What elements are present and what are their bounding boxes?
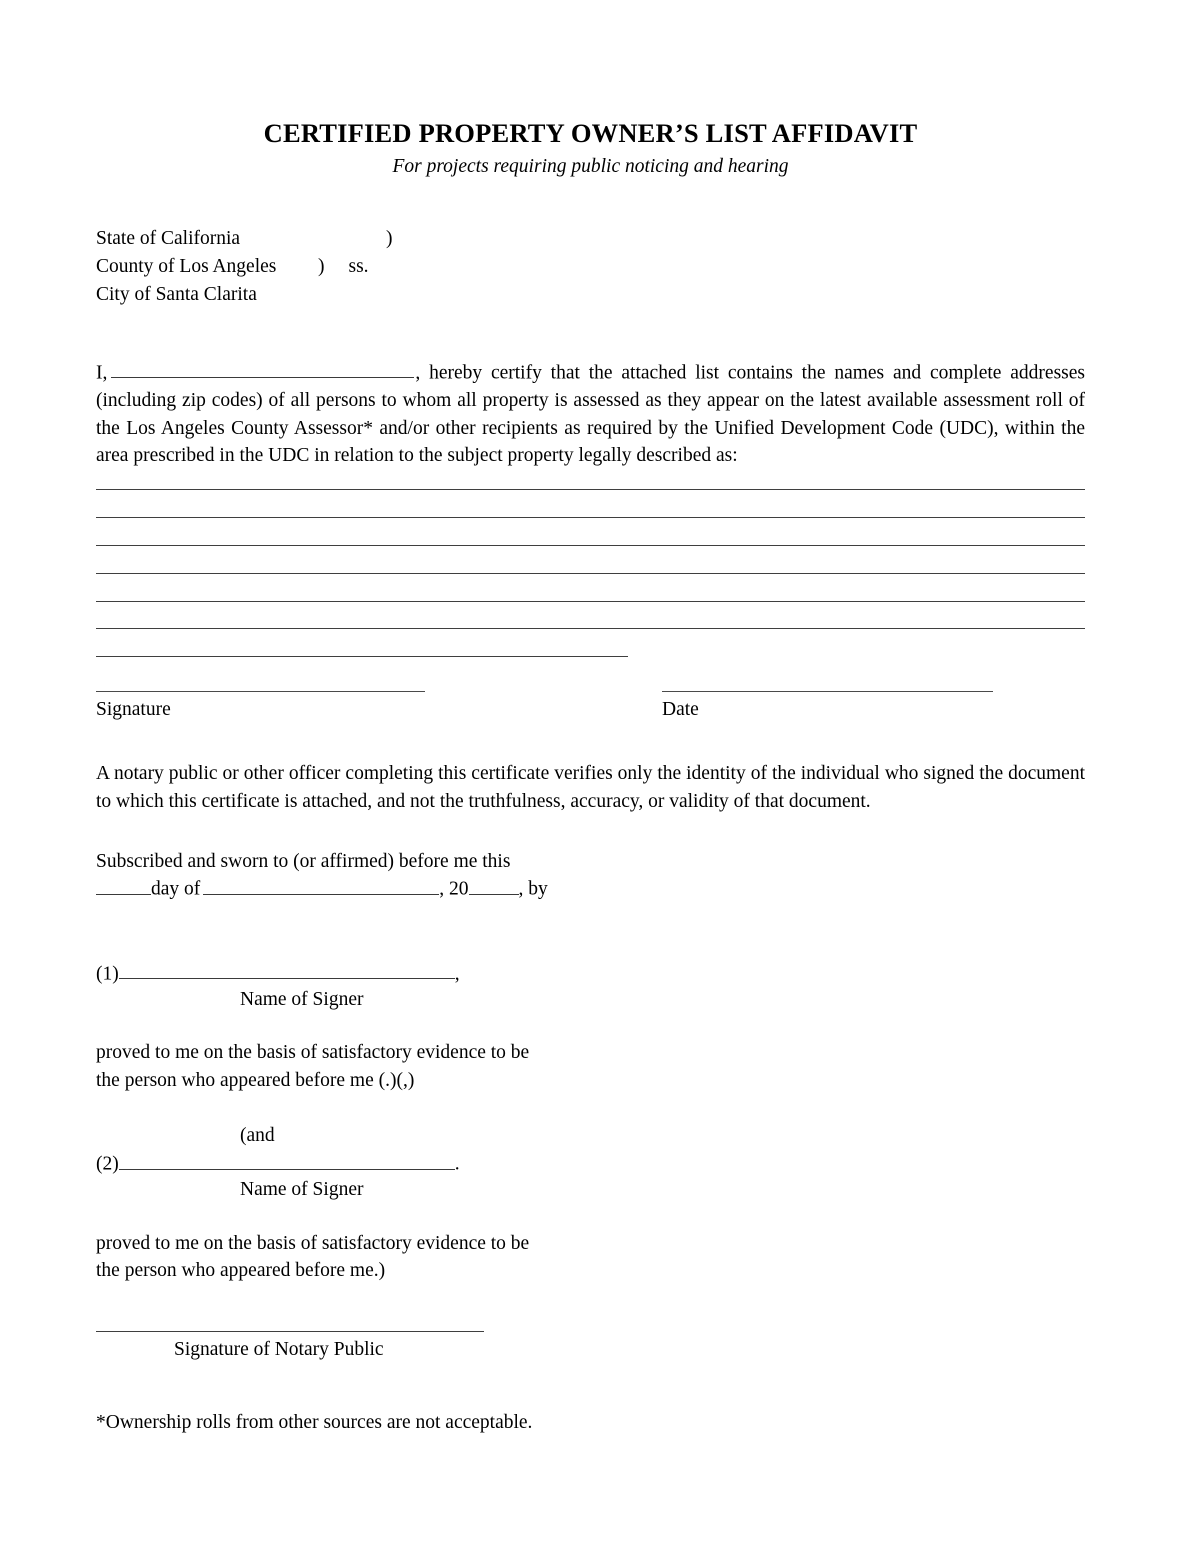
venue-state-row [96,225,1085,253]
signer-two-name-blank[interactable] [119,1150,455,1170]
venue-city-row [96,281,1085,309]
legal-description-line[interactable] [96,573,1085,574]
signer-two-block [96,1150,1085,1285]
page-subtitle: For projects requiring public noticing and hearing [392,155,789,177]
signer-one-number: (1) [96,963,119,985]
year-prefix-label: , 20 [439,878,469,900]
signer-one-name-blank[interactable] [119,960,455,980]
page-title: CERTIFIED PROPERTY OWNER’S LIST AFFIDAVIT [263,118,918,148]
signer-one-block [96,960,1085,1095]
signer-two-caption: Name of Signer [240,1179,364,1201]
signer-one-punctuation: , [454,963,460,985]
signer-one-proved-line-one: proved to me on the basis of satisfactory evidence to be [96,1042,530,1064]
venue-county-label: County of Los Angeles [96,255,277,277]
footnote-text: *Ownership rolls from other sources are not acceptable. [96,1411,533,1433]
month-blank[interactable] [203,875,439,895]
venue-state-paren: ) [386,228,393,250]
venue-county-paren: ) [318,255,325,277]
date-field-group [662,691,993,721]
document-content [96,0,1085,1435]
signer-two-line [96,1150,1085,1178]
sworn-statement-block [96,848,1085,904]
legal-description-line[interactable] [96,489,1085,490]
certification-paragraph [96,359,1085,470]
and-connector-label: (and [240,1125,275,1147]
certification-lead-in: I, [96,362,108,384]
venue-state-label: State of California [96,228,241,250]
legal-description-line[interactable] [96,628,1085,629]
legal-description-line[interactable] [96,601,1085,602]
venue-county-row [96,253,1085,281]
signer-two-number: (2) [96,1153,119,1175]
signature-field-group [96,691,425,721]
signer-one-caption: Name of Signer [240,988,364,1010]
sworn-trailing-label: , by [518,878,548,900]
signer-one-line [96,960,1085,988]
legal-description-lines [96,489,1085,657]
legal-description-line[interactable] [96,517,1085,518]
sworn-line-one: Subscribed and sworn to (or affirmed) before me this [96,850,511,872]
day-of-label: day of [151,878,201,900]
signer-two-proved-line-one: proved to me on the basis of satisfactory evidence to be [96,1232,530,1254]
notary-signature-group [96,1331,1085,1361]
year-blank[interactable] [469,875,519,895]
venue-city-label: City of Santa Clarita [96,283,257,305]
day-blank[interactable] [96,875,151,895]
venue-ss-label: ss. [348,255,369,277]
certification-body-text: , hereby certify that the attached list contains the names and complete addresses (including zip codes) of all persons to whom all property is assessed as they appear on the latest available assessment roll of the Los Angeles County Assessor* and/or other recipients as required by the Unified Development Code (UDC), within the area prescribed in the UDC in relation to the subject property legally described as: [96,362,1085,467]
venue-block [96,225,1085,309]
signer-two-punctuation: . [454,1153,460,1175]
signature-date-row [96,691,1085,737]
signer-two-proved-text [96,1230,1085,1285]
affiant-name-blank[interactable] [111,359,414,379]
legal-description-line[interactable] [96,656,628,657]
date-label: Date [662,699,699,721]
signer-one-proved-text [96,1039,1085,1094]
signature-label: Signature [96,699,171,721]
notary-disclosure-text: A notary public or other officer completing this certificate verifies only the identity of the individual who signed the document to which this certificate is attached, and not the truthfulness, accuracy, or validity of that document. [96,763,1085,812]
signer-two-proved-line-two: the person who appeared before me.) [96,1260,386,1282]
sworn-line-two [96,875,1085,903]
notary-signature-label: Signature of Notary Public [174,1339,384,1361]
signer-one-proved-line-two: the person who appeared before me (.)(,) [96,1069,415,1091]
legal-description-line[interactable] [96,545,1085,546]
